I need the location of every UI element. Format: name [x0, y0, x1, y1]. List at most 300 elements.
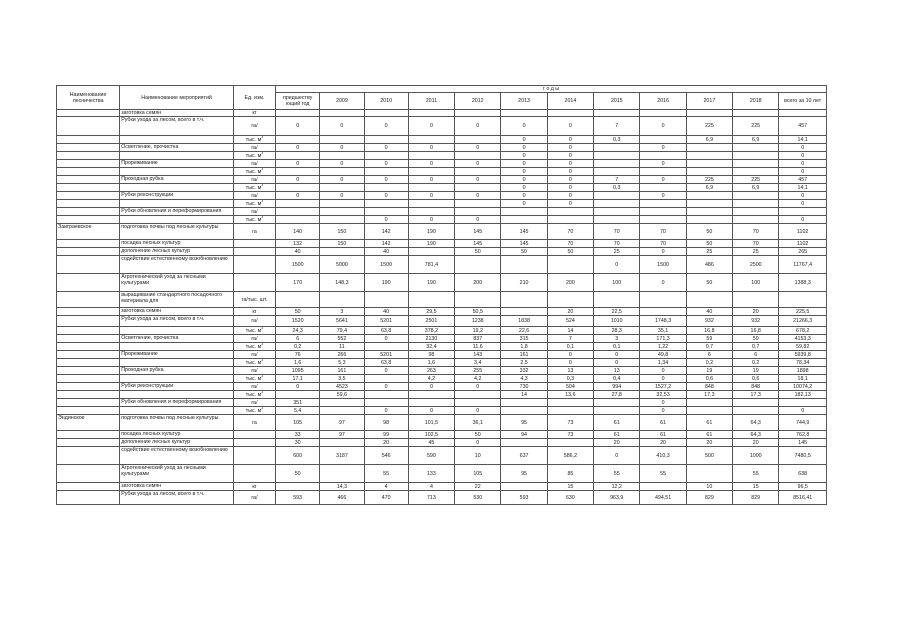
value-cell: 11,6	[455, 343, 501, 351]
value-cell	[320, 292, 364, 308]
value-cell: 0	[547, 359, 593, 367]
value-cell	[408, 110, 454, 117]
unit-cell: кг	[233, 110, 275, 117]
value-cell: 145	[779, 439, 827, 447]
value-cell: 0	[408, 192, 454, 200]
activity-name-cell: Агротехнический уход за лесными культурами	[120, 465, 234, 483]
activity-name-cell	[120, 216, 234, 224]
table-row	[57, 136, 827, 144]
value-cell: 14	[501, 391, 547, 399]
activity-name-cell: Агротехнический уход за лесными культурами	[120, 274, 234, 292]
value-cell: 255	[455, 367, 501, 375]
value-cell: 50	[686, 274, 732, 292]
value-cell	[276, 152, 320, 160]
activity-name-cell	[120, 200, 234, 208]
header-year: 2010	[364, 93, 408, 110]
value-cell: 0,2	[276, 343, 320, 351]
value-cell: 50	[686, 224, 732, 240]
value-cell: 1010	[594, 316, 640, 327]
value-cell: 18,1	[779, 375, 827, 383]
value-cell	[364, 292, 408, 308]
value-cell: 1000	[733, 447, 779, 465]
value-cell: 70	[640, 240, 686, 248]
value-cell: 5000	[320, 256, 364, 274]
value-cell	[276, 136, 320, 144]
value-cell: 182,13	[779, 391, 827, 399]
value-cell: 12,2	[594, 483, 640, 491]
value-cell: 0	[364, 216, 408, 224]
table-row	[57, 447, 827, 465]
value-cell	[320, 208, 364, 216]
value-cell: 5201	[364, 316, 408, 327]
value-cell	[320, 136, 364, 144]
value-cell: 0	[364, 192, 408, 200]
value-cell: 0	[501, 176, 547, 184]
value-cell: 20	[594, 439, 640, 447]
value-cell: 0,3	[594, 184, 640, 192]
value-cell: 140	[276, 224, 320, 240]
value-cell: 4,3	[501, 375, 547, 383]
value-cell: 0	[320, 117, 364, 136]
unit-cell: га	[233, 224, 275, 240]
value-cell: 99	[364, 431, 408, 439]
value-cell: 744,9	[779, 415, 827, 431]
value-cell	[364, 375, 408, 383]
unit-cell	[233, 248, 275, 256]
value-cell: 0	[547, 200, 593, 208]
value-cell: 225,5	[779, 308, 827, 316]
value-cell: 1388,3	[779, 274, 827, 292]
value-cell	[547, 399, 593, 407]
value-cell: 101,5	[408, 415, 454, 431]
forestry-name-cell	[57, 359, 120, 367]
value-cell: 22,5	[594, 308, 640, 316]
forestry-name-cell	[57, 168, 120, 176]
value-cell	[594, 200, 640, 208]
unit-cell	[233, 431, 275, 439]
value-cell: 4,2	[455, 375, 501, 383]
value-cell: 0	[779, 192, 827, 200]
value-cell: 1,6	[408, 359, 454, 367]
value-cell	[594, 208, 640, 216]
value-cell: 45	[408, 439, 454, 447]
table-row	[57, 184, 827, 192]
value-cell: 225	[733, 117, 779, 136]
header-year: 2014	[547, 93, 593, 110]
value-cell	[501, 308, 547, 316]
value-cell: 3187	[320, 447, 364, 465]
value-cell: 0	[364, 383, 408, 391]
value-cell	[547, 407, 593, 415]
value-cell	[547, 256, 593, 274]
value-cell: 0	[547, 192, 593, 200]
value-cell: 70	[594, 240, 640, 248]
value-cell	[408, 168, 454, 176]
value-cell: 85	[547, 465, 593, 483]
value-cell: 0	[547, 351, 593, 359]
value-cell: 4153,3	[779, 335, 827, 343]
value-cell: 70	[733, 240, 779, 248]
value-cell: 5,4	[276, 407, 320, 415]
value-cell: 0	[501, 200, 547, 208]
value-cell: 61	[594, 431, 640, 439]
table-row	[57, 200, 827, 208]
table-row	[57, 224, 827, 240]
value-cell: 0	[276, 176, 320, 184]
forestry-name-cell	[57, 240, 120, 248]
value-cell: 6,9	[686, 136, 732, 144]
value-cell	[640, 184, 686, 192]
value-cell	[455, 391, 501, 399]
value-cell: 0	[779, 160, 827, 168]
value-cell: 2130	[408, 335, 454, 343]
activity-name-cell: заготовка семян	[120, 308, 234, 316]
unit-cell: га/	[233, 176, 275, 184]
activity-name-cell: посадка лесных культур	[120, 431, 234, 439]
value-cell: 0	[455, 216, 501, 224]
forestry-name-cell	[57, 192, 120, 200]
cubic-superscript: 3	[261, 167, 264, 171]
value-cell: 7	[547, 335, 593, 343]
activity-name-cell: заготовка семян	[120, 483, 234, 491]
value-cell: 10074,2	[779, 383, 827, 391]
value-cell	[364, 208, 408, 216]
activity-name-cell: Рубки обновления и переформирования	[120, 399, 234, 407]
value-cell: 22	[455, 483, 501, 491]
value-cell	[501, 483, 547, 491]
table-row	[57, 152, 827, 160]
activity-name-cell: подготовка почвы под лесные культуры	[120, 224, 234, 240]
value-cell: 1500	[364, 256, 408, 274]
value-cell: 170	[276, 274, 320, 292]
value-cell: 0	[364, 407, 408, 415]
unit-cell: тыс. $м^3$	[233, 375, 275, 383]
cubic-superscript: 3	[261, 326, 264, 330]
value-cell: 932	[733, 316, 779, 327]
unit-cell: га/	[233, 367, 275, 375]
value-cell: 105	[455, 465, 501, 483]
value-cell: 0	[779, 152, 827, 160]
value-cell: 0	[594, 256, 640, 274]
activity-name-cell	[120, 375, 234, 383]
value-cell: 55	[733, 465, 779, 483]
value-cell: 40	[276, 248, 320, 256]
forestry-name-cell	[57, 391, 120, 399]
table-row	[57, 465, 827, 483]
unit-cell: тыс. $м^3$	[233, 407, 275, 415]
activity-name-cell: дополнение лесных культур	[120, 248, 234, 256]
value-cell: 225	[733, 176, 779, 184]
activity-name-cell	[120, 359, 234, 367]
table-row	[57, 483, 827, 491]
value-cell: 332	[501, 367, 547, 375]
value-cell: 15	[733, 483, 779, 491]
value-cell	[501, 399, 547, 407]
unit-cell: тыс. $м^3$	[233, 152, 275, 160]
activity-name-cell: Проходная рубка	[120, 176, 234, 184]
value-cell	[408, 136, 454, 144]
value-cell: 351	[276, 399, 320, 407]
value-cell: 30	[276, 439, 320, 447]
value-cell: 1,34	[640, 359, 686, 367]
value-cell	[501, 292, 547, 308]
value-cell: 25	[686, 248, 732, 256]
value-cell: 266	[320, 351, 364, 359]
header-year: 2017	[686, 93, 732, 110]
value-cell: 14,3	[320, 483, 364, 491]
value-cell: 8516,41	[779, 491, 827, 505]
value-cell: 143	[455, 351, 501, 359]
header-year: 2015	[594, 93, 640, 110]
activity-name-cell: содействие естественному возобновлению	[120, 447, 234, 465]
value-cell: 225	[686, 176, 732, 184]
value-cell: 50	[276, 465, 320, 483]
value-cell: 73	[547, 431, 593, 439]
table-row	[57, 335, 827, 343]
value-cell	[364, 343, 408, 351]
value-cell: 150	[320, 240, 364, 248]
value-cell: 762,8	[779, 431, 827, 439]
value-cell: 0	[547, 176, 593, 184]
value-cell: 0	[547, 136, 593, 144]
value-cell	[408, 248, 454, 256]
value-cell	[276, 208, 320, 216]
value-cell	[640, 200, 686, 208]
value-cell: 145	[501, 240, 547, 248]
value-cell	[733, 407, 779, 415]
unit-cell: тыс. $м^3$	[233, 216, 275, 224]
forestry-name-cell	[57, 483, 120, 491]
table-row	[57, 192, 827, 200]
table-row	[57, 274, 827, 292]
activity-name-cell: Прореживание	[120, 351, 234, 359]
value-cell: 848	[733, 383, 779, 391]
value-cell: 0,4	[594, 375, 640, 383]
unit-cell: га/	[233, 335, 275, 343]
value-cell: 586,2	[547, 447, 593, 465]
value-cell	[455, 399, 501, 407]
activity-name-cell: Осветление, прочистка	[120, 144, 234, 152]
value-cell	[640, 136, 686, 144]
value-cell	[276, 391, 320, 399]
table-row	[57, 216, 827, 224]
value-cell: 0,2	[733, 359, 779, 367]
value-cell: 4523	[320, 383, 364, 391]
value-cell: 7	[594, 176, 640, 184]
value-cell: 24,3	[276, 327, 320, 335]
value-cell	[640, 292, 686, 308]
header-year: 2018	[733, 93, 779, 110]
value-cell: 0,1	[594, 343, 640, 351]
value-cell: 0	[640, 274, 686, 292]
value-cell: 0	[364, 367, 408, 375]
value-cell	[320, 152, 364, 160]
table-row	[57, 359, 827, 367]
value-cell: 0	[779, 216, 827, 224]
activity-name-cell: дополнение лесных культур	[120, 439, 234, 447]
forestry-name-cell	[57, 144, 120, 152]
value-cell	[276, 483, 320, 491]
value-cell	[640, 110, 686, 117]
activity-name-cell: Осветление, прочистка	[120, 335, 234, 343]
value-cell	[640, 483, 686, 491]
value-cell	[455, 152, 501, 160]
value-cell	[408, 208, 454, 216]
value-cell: 0,7	[686, 343, 732, 351]
value-cell	[455, 208, 501, 216]
value-cell: 50	[547, 248, 593, 256]
activity-name-cell	[120, 184, 234, 192]
value-cell: 5,3	[320, 359, 364, 367]
value-cell	[455, 292, 501, 308]
value-cell: 0	[640, 176, 686, 184]
value-cell: 78,34	[779, 359, 827, 367]
cubic-superscript: 3	[261, 199, 264, 203]
value-cell	[686, 168, 732, 176]
activity-name-cell	[120, 391, 234, 399]
value-cell: 97	[320, 415, 364, 431]
value-cell: 3,5	[320, 375, 364, 383]
value-cell: 0	[640, 248, 686, 256]
unit-cell: га/	[233, 208, 275, 216]
value-cell: 0,1	[547, 343, 593, 351]
value-cell: 50	[455, 431, 501, 439]
table-row	[57, 316, 827, 327]
value-cell: 1500	[640, 256, 686, 274]
value-cell: 61	[594, 415, 640, 431]
value-cell: 0	[501, 184, 547, 192]
table-row	[57, 208, 827, 216]
value-cell: 2501	[408, 316, 454, 327]
value-cell: 500	[686, 447, 732, 465]
value-cell: 0	[276, 160, 320, 168]
value-cell: 0	[408, 117, 454, 136]
forestry-name-cell	[57, 399, 120, 407]
table-row	[57, 399, 827, 407]
value-cell	[733, 192, 779, 200]
value-cell: 265	[779, 248, 827, 256]
value-cell	[276, 292, 320, 308]
header-year: 2011	[408, 93, 454, 110]
value-cell: 25	[733, 248, 779, 256]
value-cell: 50,5	[455, 308, 501, 316]
unit-cell: га/	[233, 351, 275, 359]
value-cell: 263	[408, 367, 454, 375]
value-cell: 63,8	[364, 359, 408, 367]
value-cell	[364, 399, 408, 407]
unit-cell: тыс. $м^3$	[233, 136, 275, 144]
value-cell	[594, 110, 640, 117]
value-cell: 19	[686, 367, 732, 375]
value-cell: 14	[547, 327, 593, 335]
activity-name-cell: Проходная рубка	[120, 367, 234, 375]
unit-cell: га/	[233, 117, 275, 136]
unit-cell: га/тыс. шт.	[233, 292, 275, 308]
value-cell: 0	[501, 168, 547, 176]
cubic-superscript: 3	[261, 406, 264, 410]
value-cell: 6	[686, 351, 732, 359]
value-cell: 0,6	[733, 375, 779, 383]
forestry-name-cell	[57, 327, 120, 335]
value-cell: 457	[779, 176, 827, 184]
value-cell: 1838	[501, 316, 547, 327]
value-cell: 1898	[779, 367, 827, 375]
value-cell: 21266,3	[779, 316, 827, 327]
value-cell: 0	[779, 144, 827, 152]
value-cell	[501, 208, 547, 216]
activity-name-cell: содействие естественному возобновлению	[120, 256, 234, 274]
unit-cell: тыс. $м^3$	[233, 184, 275, 192]
value-cell: 0	[779, 200, 827, 208]
value-cell	[640, 152, 686, 160]
value-cell	[594, 152, 640, 160]
value-cell	[733, 292, 779, 308]
value-cell: 10	[455, 447, 501, 465]
value-cell	[455, 200, 501, 208]
forestry-name-cell	[57, 200, 120, 208]
value-cell	[733, 399, 779, 407]
unit-cell: га/	[233, 144, 275, 152]
value-cell	[501, 216, 547, 224]
value-cell: 713	[408, 491, 454, 505]
value-cell: 0,7	[733, 343, 779, 351]
value-cell	[320, 407, 364, 415]
value-cell	[686, 152, 732, 160]
value-cell: 32,4	[408, 343, 454, 351]
value-cell: 17,3	[686, 391, 732, 399]
value-cell: 552	[320, 335, 364, 343]
value-cell	[501, 110, 547, 117]
table-row	[57, 240, 827, 248]
value-cell: 829	[686, 491, 732, 505]
value-cell: 1102	[779, 224, 827, 240]
value-cell	[686, 200, 732, 208]
table-row	[57, 110, 827, 117]
table-row	[57, 383, 827, 391]
value-cell: 1102	[779, 240, 827, 248]
value-cell: 0	[320, 192, 364, 200]
forestry-name-cell	[57, 447, 120, 465]
value-cell: 0	[364, 176, 408, 184]
value-cell: 40	[364, 308, 408, 316]
value-cell: 6,9	[686, 184, 732, 192]
value-cell	[594, 407, 640, 415]
cubic-superscript: 3	[261, 183, 264, 187]
value-cell: 20	[733, 308, 779, 316]
value-cell: 49,8	[640, 351, 686, 359]
value-cell: 145	[501, 224, 547, 240]
value-cell: 0	[501, 117, 547, 136]
value-cell: 100	[733, 274, 779, 292]
value-cell	[364, 136, 408, 144]
forestry-name-cell	[57, 407, 120, 415]
value-cell: 102,5	[408, 431, 454, 439]
value-cell: 0	[320, 144, 364, 152]
unit-cell: га/	[233, 316, 275, 327]
value-cell	[364, 200, 408, 208]
value-cell: 50	[455, 248, 501, 256]
value-cell: 7	[594, 117, 640, 136]
value-cell: 0	[547, 184, 593, 192]
unit-cell: га/	[233, 160, 275, 168]
value-cell	[547, 208, 593, 216]
value-cell: 13,6	[547, 391, 593, 399]
value-cell	[640, 168, 686, 176]
value-cell: 0	[640, 407, 686, 415]
unit-cell: тыс. $м^3$	[233, 343, 275, 351]
value-cell: 70	[594, 224, 640, 240]
value-cell: 994	[594, 383, 640, 391]
